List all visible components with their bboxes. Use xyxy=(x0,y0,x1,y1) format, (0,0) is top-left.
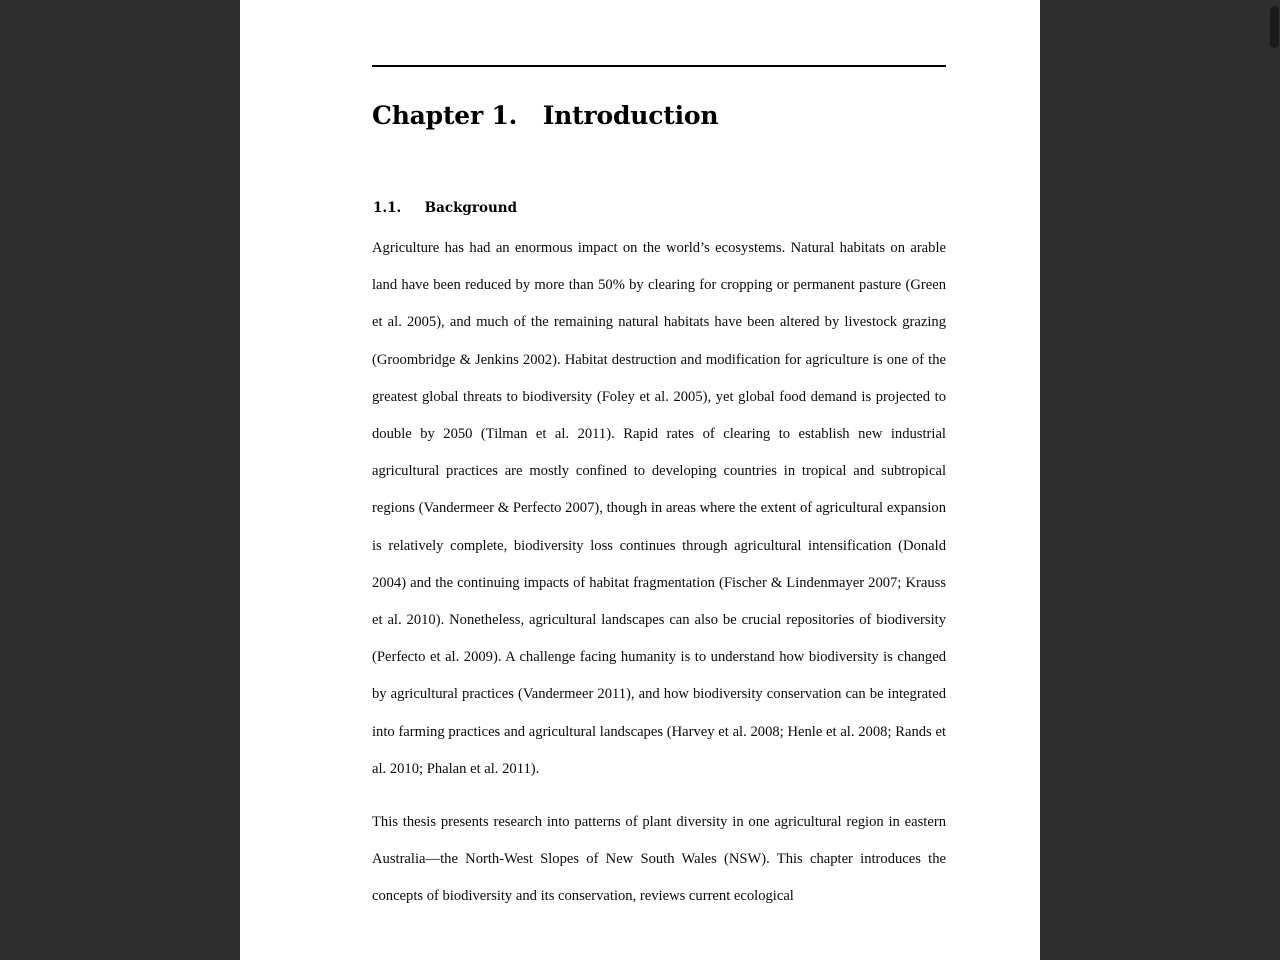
body-text xyxy=(372,230,946,916)
paragraph: Agriculture has had an enormous impact on the world’s ecosystems. Natural habitats on arable land have been reduced by more than 50% by clearing for cropping or permanent pasture (Green et al. 2005), and much of the remaining natural habitats have been altered by livestock grazing (Groombridge & Jenkins 2002). Habitat destruction and modification for agriculture is one of the greatest global threats to biodiversity (Foley et al. 2005), yet global food demand is projected to double by 2050 (Tilman et al. 2011). Rapid rates of clearing to establish new industrial agricultural practices are mostly confined to developing countries in tropical and subtropical regions (Vandermeer & Perfecto 2007), though in areas where the extent of agricultural expansion is relatively complete, biodiversity loss continues through agricultural intensification (Donald 2004) and the continuing impacts of habitat fragmentation (Fischer & Lindenmayer 2007; Krauss et al. 2010). Nonetheless, agricultural landscapes can also be crucial repositories of biodiversity (Perfecto et al. 2009). A challenge facing humanity is to understand how biodiversity is changed by agricultural practices (Vandermeer 2011), and how biodiversity conservation can be integrated into farming practices and agricultural landscapes (Harvey et al. 2008; Henle et al. 2008; Rands et al. 2010; Phalan et al. 2011). xyxy=(372,240,946,777)
scrollbar-thumb[interactable] xyxy=(1270,6,1279,48)
vertical-scrollbar[interactable] xyxy=(1266,0,1280,960)
header-rule xyxy=(372,65,946,67)
document-page xyxy=(240,0,1040,960)
paragraph: This thesis presents research into patterns of plant diversity in one agricultural region in eastern Australia—the North-West Slopes of New South Wales (NSW). This chapter introduces the concepts of biodiversity and its conservation, reviews current ecological xyxy=(372,814,946,905)
section-heading-background: 1.1. Background xyxy=(373,200,518,216)
chapter-title: Chapter 1. Introduction xyxy=(372,101,719,130)
